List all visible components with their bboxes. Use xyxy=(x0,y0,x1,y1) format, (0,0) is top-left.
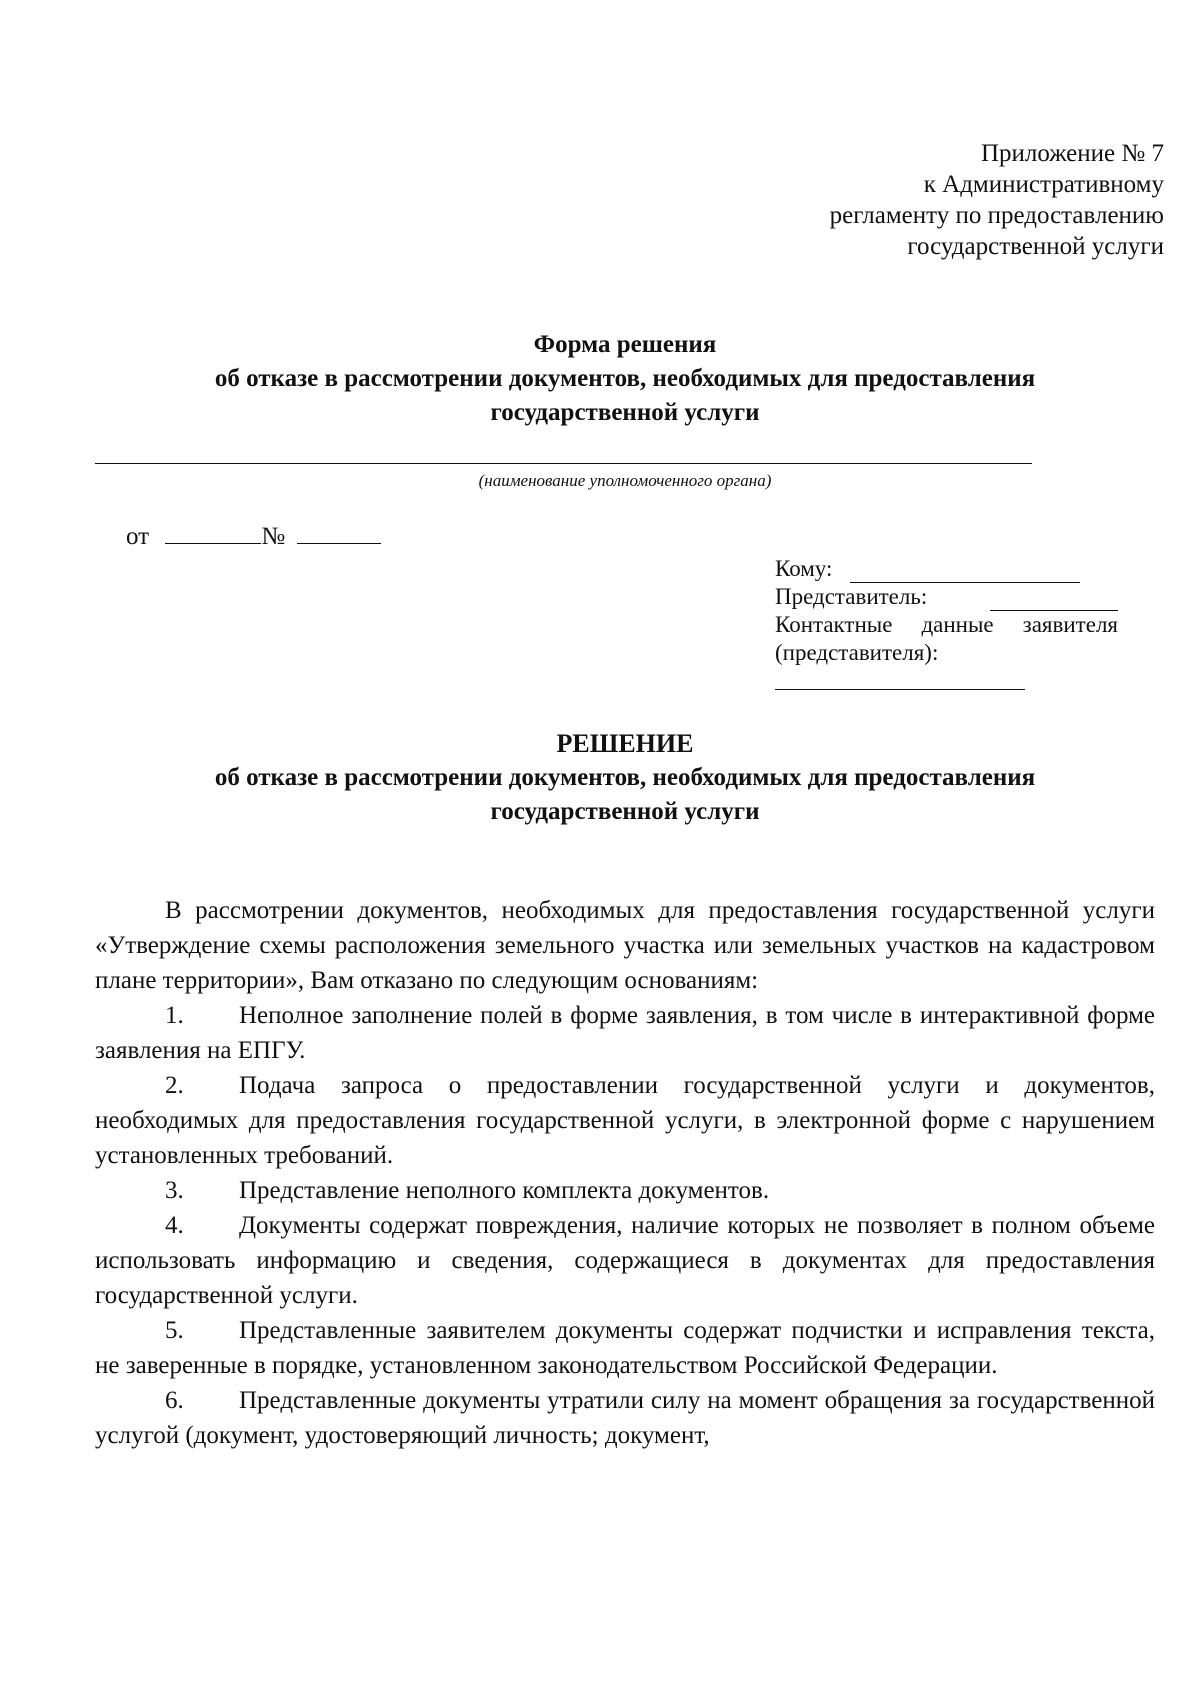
recipient-contacts-label: Контактные данные заявителя xyxy=(775,612,1118,637)
decision-title: РЕШЕНИЕ xyxy=(556,729,694,758)
reason-text: Представление неполного комплекта документов. xyxy=(239,1177,770,1204)
recipient-contacts-blank xyxy=(775,679,1025,690)
reason-item xyxy=(95,1173,1155,1208)
recipient-to-row xyxy=(775,555,1118,583)
recipient-block xyxy=(775,555,1118,690)
form-heading-subtitle: об отказе в рассмотрении документов, необходимых для предоставления xyxy=(214,365,1036,392)
reason-text: Документы содержат повреждения, наличие которых не позволяет в полном объеме использовать информацию и сведения, содержащиеся в документах для предоставления государственной услуги. xyxy=(95,1212,1155,1309)
recipient-to-label: Кому: xyxy=(775,556,833,581)
appendix-line: государственной услуги xyxy=(907,233,1164,260)
appendix-block xyxy=(604,138,1164,262)
reason-number: 5. xyxy=(165,1317,184,1344)
date-label: от xyxy=(126,523,150,550)
appendix-line: к Административному xyxy=(923,171,1164,198)
reason-number: 4. xyxy=(165,1212,184,1239)
reason-text: Неполное заполнение полей в форме заявления, в том числе в интерактивной форме заявления на ЕПГУ. xyxy=(95,1002,1155,1064)
reason-text: Представленные заявителем документы содержат подчистки и исправления текста, не заверенные в порядке, установленном законодательством Российской Федерации. xyxy=(95,1317,1155,1379)
form-heading-title: Форма решения xyxy=(533,331,717,358)
reason-item xyxy=(95,998,1155,1068)
decision-heading xyxy=(95,727,1155,829)
date-number-line xyxy=(126,522,381,552)
reason-item xyxy=(95,1208,1155,1313)
appendix-line: Приложение № 7 xyxy=(980,140,1164,167)
recipient-contacts-label-cont: (представителя): xyxy=(775,640,939,665)
recipient-representative-row xyxy=(775,583,1118,611)
reason-text: Подача запроса о предоставлении государственной услуги и документов, необходимых для предоставления государственной услуги, в электронной форме с нарушением установленных требований. xyxy=(95,1072,1155,1169)
reason-number: 6. xyxy=(165,1387,184,1414)
authority-caption: (наименование уполномоченного органа) xyxy=(478,471,772,490)
recipient-to-blank xyxy=(850,562,1080,583)
reason-item xyxy=(95,1068,1155,1173)
intro-paragraph: В рассмотрении документов, необходимых для предоставления государственной услуги «Утверждение схемы расположения земельного участка или земельных участков на кадастровом плане территории», Вам отказано по следующим основаниям: xyxy=(95,897,1155,994)
reason-item xyxy=(95,1383,1155,1453)
reason-item xyxy=(95,1313,1155,1383)
reason-number: 3. xyxy=(165,1177,184,1204)
decision-subtitle: об отказе в рассмотрении документов, необходимых для предоставления xyxy=(214,764,1036,791)
reason-text: Представленные документы утратили силу на момент обращения за государственной услугой (документ, удостоверяющий личность; документ, xyxy=(95,1387,1155,1449)
date-blank xyxy=(165,525,261,544)
form-heading xyxy=(95,328,1155,430)
reason-number: 2. xyxy=(165,1072,184,1099)
reason-number: 1. xyxy=(165,1002,184,1029)
recipient-representative-label: Представитель: xyxy=(775,584,928,609)
decision-subtitle: государственной услуги xyxy=(490,798,760,825)
decision-body xyxy=(95,893,1155,1453)
form-heading-subtitle: государственной услуги xyxy=(490,399,760,426)
appendix-line: регламенту по предоставлению xyxy=(829,202,1164,229)
authority-name-line xyxy=(95,463,1032,464)
recipient-representative-blank xyxy=(990,590,1118,611)
number-blank xyxy=(297,525,381,544)
number-label: № xyxy=(261,523,286,550)
